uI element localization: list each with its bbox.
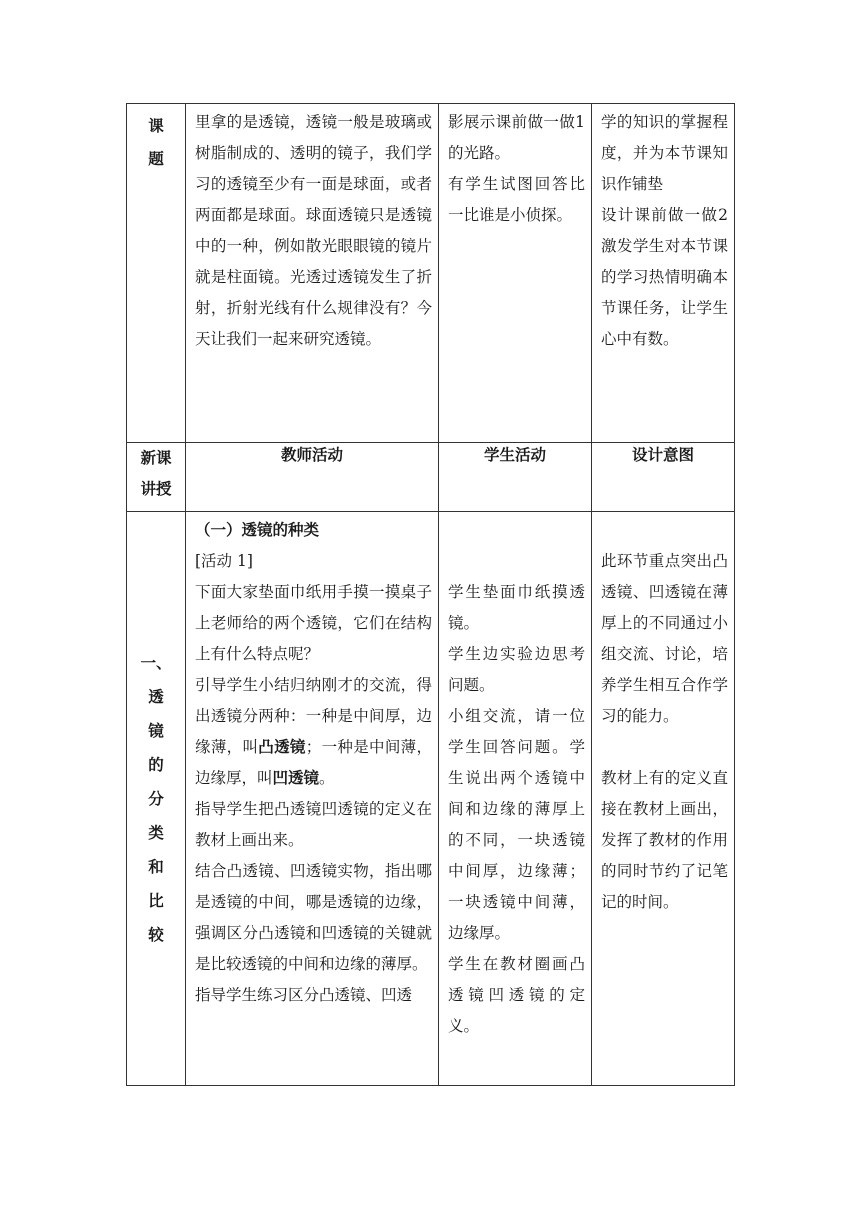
header-student-activity: 学生活动 [483,446,546,464]
spacer [601,732,728,763]
student-paragraph: 学生垫面巾纸摸透镜。 [448,583,585,632]
student-activity-cell [439,104,592,443]
student-activity-cell [439,512,592,1086]
teacher-activity-text: 里拿的是透镜，透镜一般是玻璃或树脂制成的、透明的镜子，我们学习的透镜至少有一面是球面，或者两面都是球面。球面透镜只是透镜中的一种，例如散光眼眼镜的镜片就是柱面镜。光透过透镜发生了折射，折射光线有什么规律没有？今天让我们一起来研究透镜。 [195,113,432,348]
design-intent-text: 学的知识的掌握程度，并为本节课知识作铺垫 设计课前做一做2激发学生对本节课的学习热情明确本节课任务，让学生心中有数。 [601,113,728,348]
design-paragraph: 教材上有的定义直接在教材上画出，发挥了教材的作用的同时节约了记笔记的时间。 [601,769,728,911]
header-teacher-activity: 教师活动 [280,446,343,464]
table-row-intro [127,104,735,443]
row-label-intro: 课 题 [148,117,164,168]
header-label: 新课 讲授 [140,449,172,498]
teacher-activity-cell [186,104,439,443]
teacher-paragraph: 结合凸透镜、凹透镜实物，指出哪是透镜的中间，哪是透镜的边缘，强调区分凸透镜和凹透镜的关键就是比较透镜的中间和边缘的薄厚。 [195,862,432,973]
header-design-cell [592,443,735,512]
teacher-paragraph: 下面大家垫面巾纸用手摸一摸桌子上老师给的两个透镜，它们在结构上有什么特点呢？ [195,583,432,663]
student-activity-text: 影展示课前做一做1的光路。 有学生试图回答比一比谁是小侦探。 [448,113,585,224]
section-heading: （一）透镜的种类 [195,521,320,539]
header-teacher-cell [186,443,439,512]
row-label-cell [127,512,186,1086]
header-label-cell [127,443,186,512]
teacher-activity-cell [186,512,439,1086]
design-intent-text [592,512,734,918]
table-row-lens-types [127,512,735,1086]
row-label-lens-types: 一、 透 镜 的 分 类 和 比 较 [140,653,172,944]
teacher-activity-text [186,512,438,1011]
header-student-cell [439,443,592,512]
teacher-paragraph: 引导学生小结归纳刚才的交流，得出透镜分两种：一种是中间厚，边缘薄，叫凸透镜；一种是中间薄，边缘厚，叫凹透镜。 [195,676,432,787]
design-intent-cell [592,512,735,1086]
design-paragraph: 此环节重点突出凸透镜、凹透镜在薄厚上的不同通过小组交流、讨论，培养学生相互合作学习的能力。 [601,552,728,725]
teacher-paragraph: 指导学生练习区分凸透镜、凹透 [195,986,413,1004]
student-paragraph: 小组交流，请一位学生回答问题。学生说出两个透镜中间和边缘的薄厚上的不同，一块透镜中间厚，边缘薄；一块透镜中间薄，边缘厚。 [448,707,585,942]
spacer [448,546,585,577]
student-paragraph: 学生边实验边思考问题。 [448,645,585,694]
header-design-intent: 设计意图 [631,446,694,464]
table-header-row [127,443,735,512]
keyword-concave-lens: 凹透镜 [272,769,320,787]
lesson-plan-table [126,103,735,1086]
activity-label: [活动 1] [195,552,253,570]
spacer [601,515,728,546]
keyword-convex-lens: 凸透镜 [258,738,306,756]
teacher-paragraph: 指导学生把凸透镜凹透镜的定义在教材上画出来。 [195,800,432,849]
student-activity-text [439,512,591,1042]
design-intent-cell [592,104,735,443]
row-label-cell [127,104,186,443]
student-paragraph: 学生在教材圈画凸透镜凹透镜的定义。 [448,955,585,1035]
spacer [448,515,585,546]
